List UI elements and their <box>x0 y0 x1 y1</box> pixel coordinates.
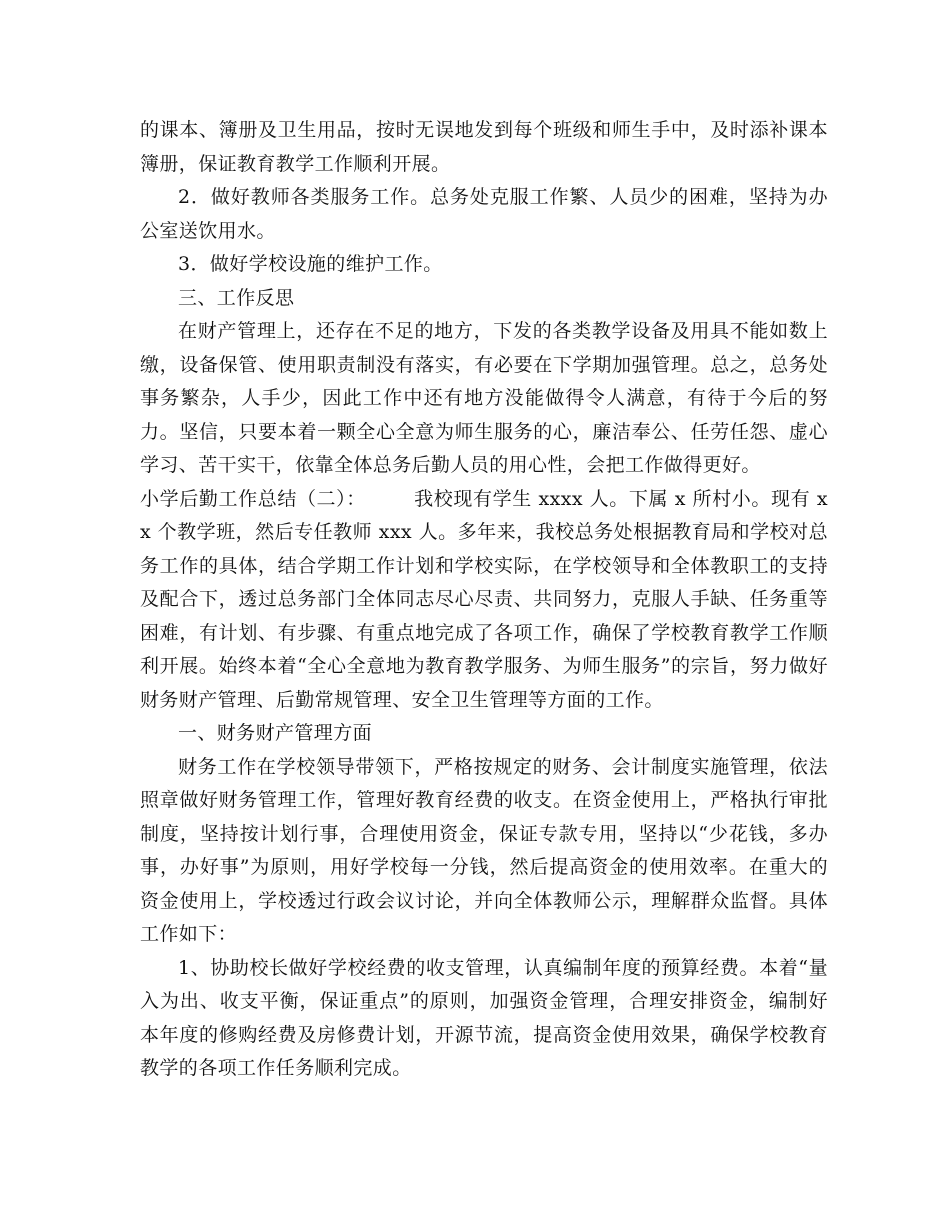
paragraph-teacher-service: 2．做好教师各类服务工作。总务处克服工作繁、人员少的困难，坚持为办公室送饮用水。 <box>140 186 828 242</box>
summary-body: 我校现有学生 xxxx 人。下属 x 所村小。现有 xx 个教学班，然后专任教师 xxx 人。多年来，我校总务处根据教育局和学校对总务工作的具体，结合学期工作计划和学校实际，在学校领导和全体教职工的支持及配合下，透过总务部门全体同志尽心尽责、共同努力，克服人手缺、任务重等困难，有计划、有步骤、有重点地完成了各项工作，确保了学校教育教学工作顺利开展。始终本着“全心全意地为教育教学服务、为师生服务”的宗旨，努力做好财务财产管理、后勤常规管理、安全卫生管理等方面的工作。 <box>140 487 828 711</box>
section-heading-finance: 一、财务财产管理方面 <box>178 722 373 744</box>
paragraph-budget: 1、协助校长做好学校经费的收支管理，认真编制年度的预算经费。本着“量入为出、收支平衡，保证重点”的原则，加强资金管理，合理安排资金，编制好本年度的修购经费及房修费计划，开源节流，提高资金使用效果，确保学校教育教学的各项工作任务顺利完成。 <box>140 956 828 1079</box>
summary-heading: 小学后勤工作总结（二）： <box>140 487 366 510</box>
paragraph-facility-maintenance: 3．做好学校设施的维护工作。 <box>178 253 443 275</box>
document-body <box>140 114 828 1086</box>
paragraph-continuation: 的课本、簿册及卫生用品，按时无误地发到每个班级和师生手中，及时添补课本簿册，保证教育教学工作顺利开展。 <box>140 119 828 175</box>
paragraph-finance: 财务工作在学校领导带领下，严格按规定的财务、会计制度实施管理，依法照章做好财务管理工作，管理好教育经费的收支。在资金使用上，严格执行审批制度，坚持按计划行事，合理使用资金，保证专款专用，坚持以“少花钱，多办事，办好事”为原则，用好学校每一分钱，然后提高资金的使用效率。在重大的资金使用上，学校透过行政会议讨论，并向全体教师公示，理解群众监督。具体工作如下： <box>140 755 828 945</box>
paragraph-summary-two <box>140 483 828 718</box>
section-heading-reflection: 三、工作反思 <box>178 286 295 309</box>
paragraph-reflection: 在财产管理上，还存在不足的地方，下发的各类教学设备及用具不能如数上缴，设备保管、使用职责制没有落实，有必要在下学期加强管理。总之，总务处事务繁杂，人手少，因此工作中还有地方没能做得令人满意，有待于今后的努力。坚信，只要本着一颗全心全意为师生服务的心，廉洁奉公、任劳任怨、虚心学习、苦干实干，依靠全体总务后勤人员的用心性，会把工作做得更好。 <box>140 320 828 476</box>
